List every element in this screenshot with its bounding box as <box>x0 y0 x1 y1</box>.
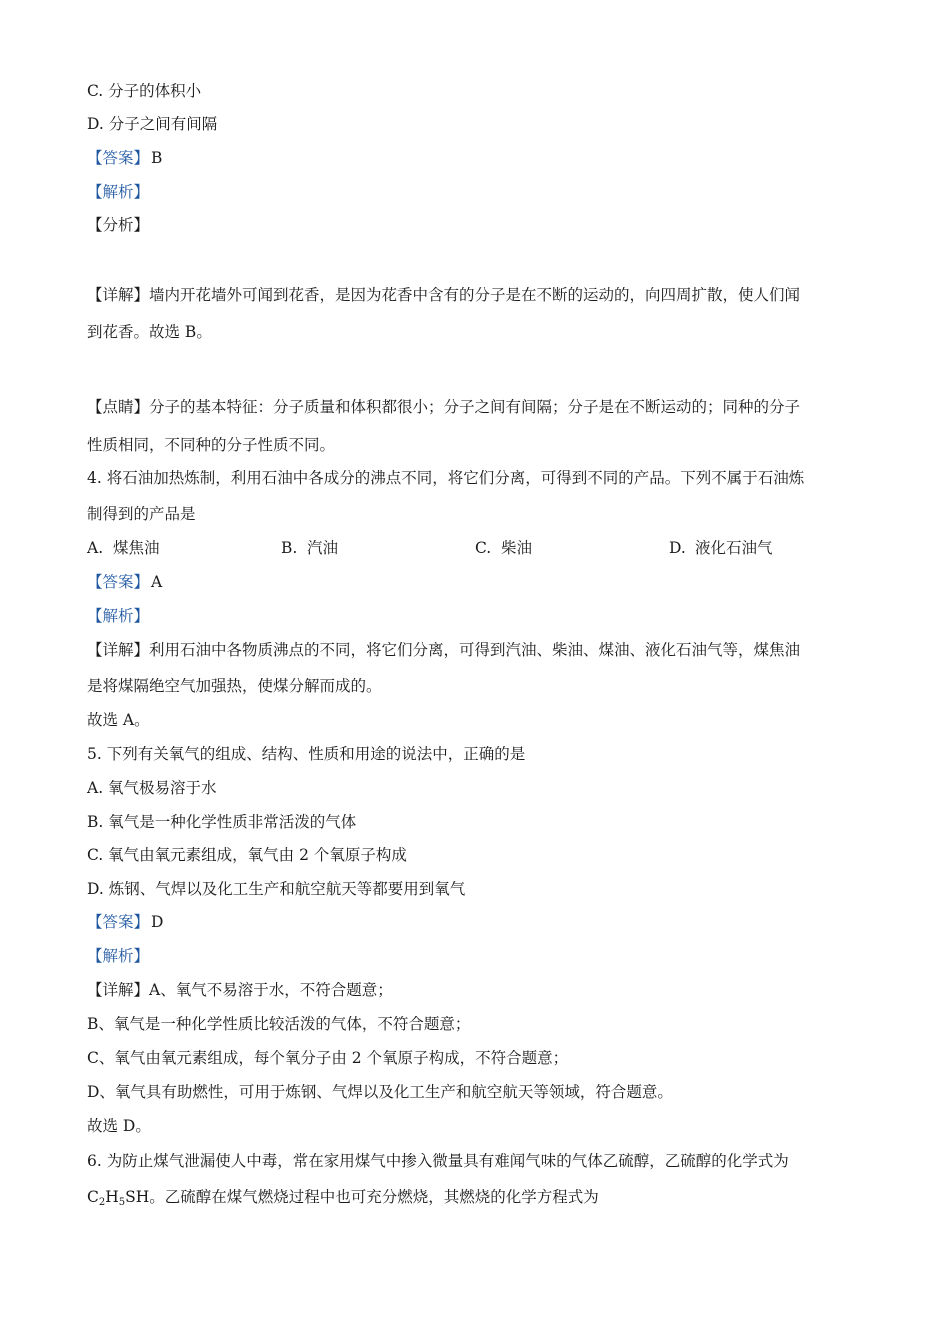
q4-analysis-tag: 【解析】 <box>87 607 150 625</box>
q4-detail-line-1: 【详解】利用石油中各物质沸点的不同，将它们分离，可得到汽油、柴油、煤油、液化石油气等，煤焦油 <box>87 641 801 659</box>
q5-detail-c: C、氧气由氧元素组成，每个氧分子由 2 个氧原子构成，不符合题意； <box>87 1049 569 1067</box>
q3-detail-line-2: 到花香。故选 B。 <box>87 323 212 341</box>
q4-stem-line-2: 制得到的产品是 <box>87 505 196 523</box>
answer-tag: 【答案】 <box>87 573 150 591</box>
dianjing-tag: 【点睛】 <box>87 398 150 416</box>
q4-option-a: A. 煤焦油 <box>87 539 160 557</box>
q4-detail-line-2: 是将煤隔绝空气加强热，使煤分解而成的。 <box>87 677 382 695</box>
q3-fenxi-tag: 【分析】 <box>87 216 150 234</box>
q4-option-b: B. 汽油 <box>281 539 339 557</box>
q5-conclusion: 故选 D。 <box>87 1117 151 1135</box>
q5-option-b: B. 氧气是一种化学性质非常活泼的气体 <box>87 813 357 831</box>
q4-answer <box>87 571 867 593</box>
q4-option-d: D. 液化石油气 <box>669 539 773 557</box>
q5-option-a: A. 氧气极易溶于水 <box>87 779 217 797</box>
q5-detail-a: 【详解】A、氧气不易溶于水，不符合题意； <box>87 981 393 999</box>
detail-tag: 【详解】 <box>87 641 150 659</box>
q4-conclusion: 故选 A。 <box>87 711 150 729</box>
q4-option-c: C. 柴油 <box>475 539 533 557</box>
q5-stem: 5. 下列有关氧气的组成、结构、性质和用途的说法中，正确的是 <box>87 745 526 763</box>
q5-answer <box>87 911 867 933</box>
chemical-formula: $C_2H_5SH$ <box>87 1188 150 1208</box>
answer-tag: 【答案】 <box>87 913 150 931</box>
q5-analysis-tag: 【解析】 <box>87 947 150 965</box>
q5-detail-b: B、氧气是一种化学性质比较活泼的气体，不符合题意； <box>87 1015 471 1033</box>
answer-value: B <box>151 149 163 167</box>
q3-answer <box>87 147 867 169</box>
q5-option-c: C. 氧气由氧元素组成，氧气由 2 个氧原子构成 <box>87 846 407 864</box>
detail-tag: 【详解】 <box>87 981 150 999</box>
q3-dianjing-line-2: 性质相同，不同种的分子性质不同。 <box>87 436 336 454</box>
q5-detail-d: D、氧气具有助燃性，可用于炼钢、气焊以及化工生产和航空航天等领域，符合题意。 <box>87 1083 673 1101</box>
q3-analysis-tag: 【解析】 <box>87 183 150 201</box>
q3-dianjing-line-1: 【点睛】分子的基本特征：分子质量和体积都很小；分子之间有间隔；分子是在不断运动的；同种的分子 <box>87 398 801 416</box>
q3-option-c: C. 分子的体积小 <box>87 82 202 100</box>
answer-tag: 【答案】 <box>87 149 150 167</box>
q3-option-d: D. 分子之间有间隔 <box>87 115 218 133</box>
q4-stem-line-1: 4. 将石油加热炼制，利用石油中各成分的沸点不同，将它们分离，可得到不同的产品。下列不属于石油炼 <box>87 469 805 487</box>
q6-stem-line-2: $C_2H_5SH$。乙硫醇在煤气燃烧过程中也可充分燃烧，其燃烧的化学方程式为 <box>87 1188 599 1208</box>
q5-option-d: D. 炼钢、气焊以及化工生产和航空航天等都要用到氧气 <box>87 880 466 898</box>
answer-value: D <box>151 913 164 931</box>
answer-value: A <box>151 573 163 591</box>
q6-stem-line-1: 6. 为防止煤气泄漏使人中毒，常在家用煤气中掺入微量具有难闻气味的气体乙硫醇，乙硫醇的化学式为 <box>87 1152 789 1170</box>
q3-detail-line-1: 【详解】墙内开花墙外可闻到花香，是因为花香中含有的分子是在不断的运动的，向四周扩散，使人们闻 <box>87 286 801 304</box>
detail-tag: 【详解】 <box>87 286 150 304</box>
